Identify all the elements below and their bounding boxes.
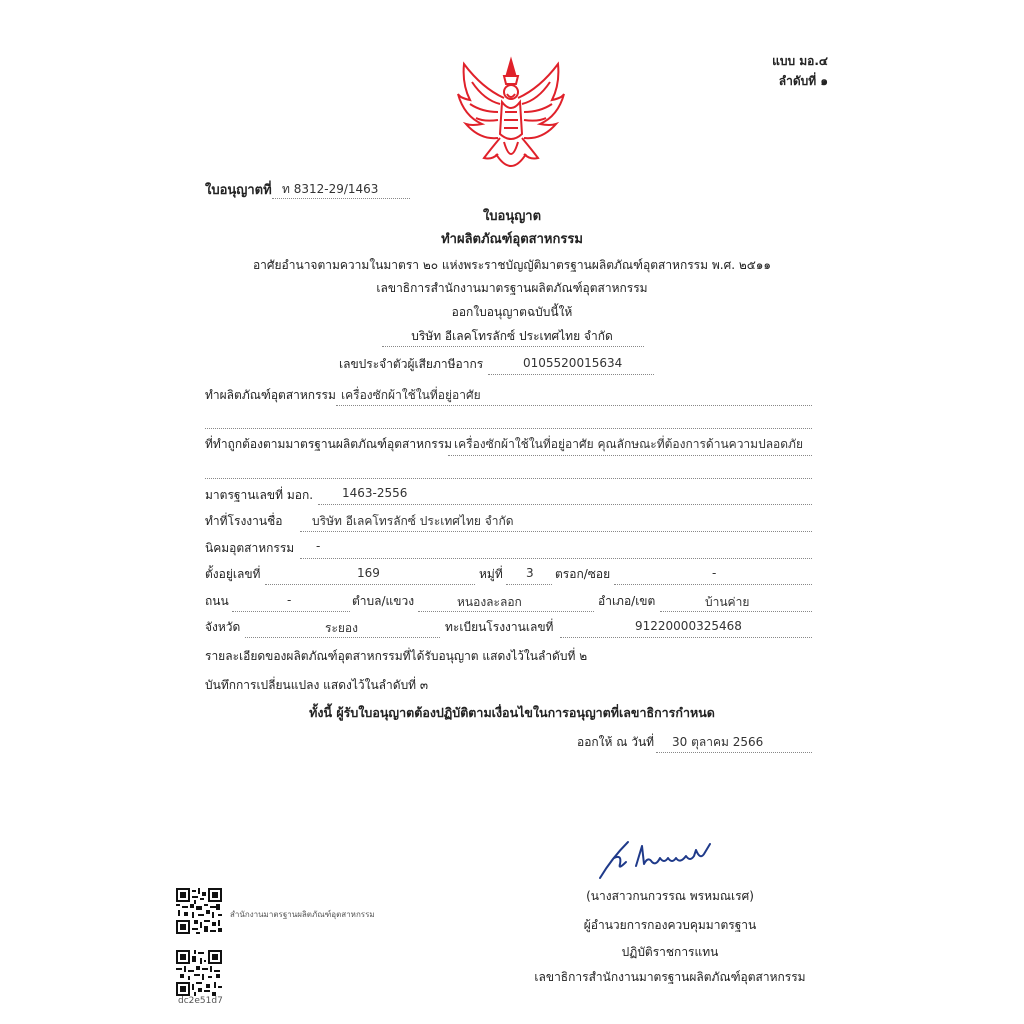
province-value: ระยอง xyxy=(325,621,358,635)
factory-label: ทำที่โรงงานชื่อ xyxy=(205,514,283,528)
address-number-label: ตั้งอยู่เลขที่ xyxy=(205,567,261,581)
garuda-emblem-icon xyxy=(452,54,570,178)
authority-line: อาศัยอำนาจตามความในมาตรา ๒๐ แห่งพระราชบัญญัติมาตรฐานผลิตภัณฑ์อุตสาหกรรม พ.ศ. ๒๕๑๑ xyxy=(252,258,772,272)
condition-line: ทั้งนี้ ผู้รับใบอนุญาตต้องปฏิบัติตามเงื่อนไขในการอนุญาตที่เลขาธิการกำหนด xyxy=(309,705,715,720)
industrial-estate-label: นิคมอุตสาหกรรม xyxy=(205,541,295,555)
qr-code-icon xyxy=(176,950,222,996)
signer-title-2: ปฏิบัติราชการแทน xyxy=(621,945,719,959)
issuer-line: เลขาธิการสำนักงานมาตรฐานผลิตภัณฑ์อุตสาหกรรม xyxy=(376,281,648,295)
signer-title-3: เลขาธิการสำนักงานมาตรฐานผลิตภัณฑ์อุตสาหกรรม xyxy=(534,970,806,984)
soi-value: - xyxy=(712,566,717,580)
standard-label: ที่ทำถูกต้องตามมาตรฐานผลิตภัณฑ์อุตสาหกรรม xyxy=(205,437,453,451)
factory-registration-label: ทะเบียนโรงงานเลขที่ xyxy=(445,620,554,634)
industrial-estate-value: - xyxy=(316,539,321,553)
document-subtitle: ทำผลิตภัณฑ์อุตสาหกรรม xyxy=(441,232,583,247)
standard-number-label: มาตรฐานเลขที่ มอก. xyxy=(205,488,314,502)
standard-value: เครื่องซักผ้าใช้ในที่อยู่อาศัย คุณลักษณะที่ต้องการด้านความปลอดภัย xyxy=(454,437,803,451)
signature-icon xyxy=(592,836,722,882)
document-title: ใบอนุญาต xyxy=(482,209,542,224)
order-number: ลำดับที่ ๑ xyxy=(778,74,828,88)
moo-value: 3 xyxy=(526,566,534,580)
subdistrict-label: ตำบล/แขวง xyxy=(352,594,415,608)
province-label: จังหวัด xyxy=(205,620,241,634)
qr-code-text: dc2e51d7 xyxy=(178,996,223,1006)
license-number-label: ใบอนุญาตที่ xyxy=(205,183,272,198)
detail-line: รายละเอียดของผลิตภัณฑ์อุตสาหกรรมที่ได้รับอนุญาต แสดงไว้ในลำดับที่ ๒ xyxy=(205,649,588,663)
product-value: เครื่องซักผ้าใช้ในที่อยู่อาศัย xyxy=(341,388,481,402)
qr-caption: สำนักงานมาตรฐานผลิตภัณฑ์อุตสาหกรรม xyxy=(230,910,375,919)
district-label: อำเภอ/เขต xyxy=(598,594,656,608)
subdistrict-value: หนองละลอก xyxy=(457,595,522,609)
factory-registration-value: 91220000325468 xyxy=(635,619,742,633)
moo-label: หมู่ที่ xyxy=(479,567,503,581)
road-value: - xyxy=(287,593,292,607)
signer-title-1: ผู้อำนวยการกองควบคุมมาตรฐาน xyxy=(583,918,757,932)
soi-label: ตรอก/ซอย xyxy=(555,567,611,581)
standard-number-value: 1463-2556 xyxy=(342,486,408,500)
issue-to-line: ออกใบอนุญาตฉบับนี้ให้ xyxy=(451,305,573,319)
issued-on-label: ออกให้ ณ วันที่ xyxy=(577,735,655,749)
district-value: บ้านค่าย xyxy=(705,595,750,609)
license-number-value: ท 8312-29/1463 xyxy=(282,182,379,196)
signer-name: (นางสาวกนกวรรณ พรหมณเรศ) xyxy=(586,889,754,903)
form-code: แบบ มอ.๔ xyxy=(772,54,828,68)
issued-on-value: 30 ตุลาคม 2566 xyxy=(672,735,764,749)
change-line: บันทึกการเปลี่ยนแปลง แสดงไว้ในลำดับที่ ๓ xyxy=(205,678,429,692)
tax-id-value: 0105520015634 xyxy=(523,356,623,370)
road-label: ถนน xyxy=(205,594,229,608)
company-name: บริษัท อีเลคโทรลักซ์ ประเทศไทย จำกัด xyxy=(411,329,613,343)
address-number-value: 169 xyxy=(357,566,380,580)
qr-code-icon xyxy=(176,888,222,934)
product-label: ทำผลิตภัณฑ์อุตสาหกรรม xyxy=(205,388,336,402)
tax-id-label: เลขประจำตัวผู้เสียภาษีอากร xyxy=(339,357,484,371)
factory-value: บริษัท อีเลคโทรลักซ์ ประเทศไทย จำกัด xyxy=(312,514,514,528)
